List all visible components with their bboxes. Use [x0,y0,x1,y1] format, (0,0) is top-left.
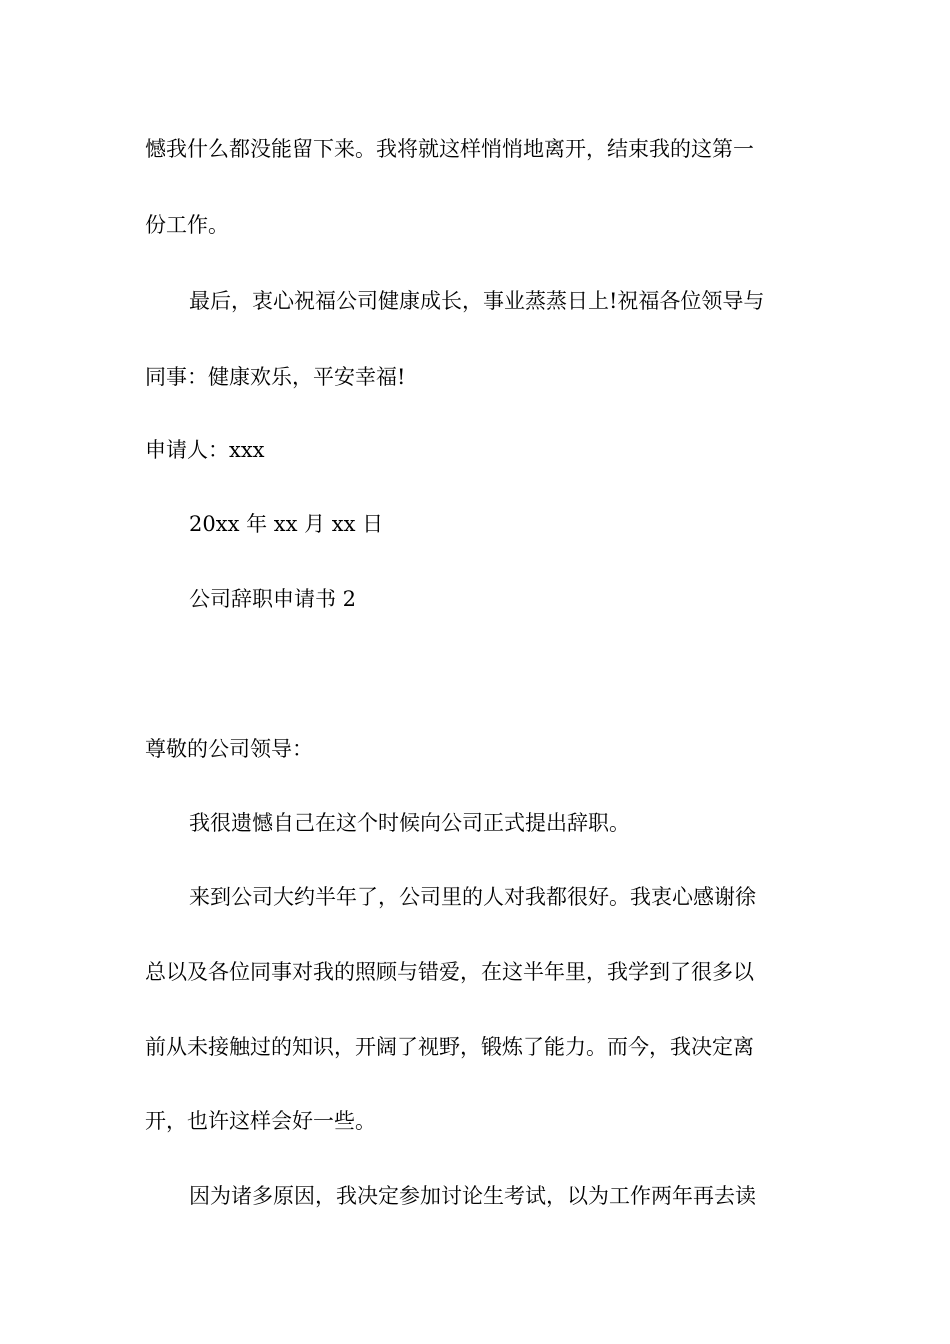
paragraph-line: 开，也许这样会好一些。 [145,1109,376,1133]
applicant-line: 申请人：xxx [145,438,265,462]
paragraph-line: 份工作。 [145,213,229,237]
paragraph-line: 同事：健康欢乐，平安幸福! [145,365,406,389]
paragraph-line: 前从未接触过的知识，开阔了视野，锻炼了能力。而今，我决定离 [145,1035,754,1059]
section-title: 公司辞职申请书 2 [189,587,357,611]
date-line: 20xx 年 xx 月 xx 日 [189,512,384,536]
paragraph-line: 我很遗憾自己在这个时候向公司正式提出辞职。 [189,811,630,835]
paragraph-line: 总以及各位同事对我的照顾与错爱，在这半年里，我学到了很多以 [145,960,754,984]
paragraph-line: 最后，衷心祝福公司健康成长，事业蒸蒸日上!祝福各位领导与 [189,289,765,313]
paragraph-line: 因为诸多原因，我决定参加讨论生考试，以为工作两年再去读 [189,1184,756,1208]
paragraph-line: 来到公司大约半年了，公司里的人对我都很好。我衷心感谢徐 [189,885,756,909]
paragraph-line: 憾我什么都没能留下来。我将就这样悄悄地离开，结束我的这第一 [145,137,754,161]
salutation: 尊敬的公司领导： [145,737,313,761]
